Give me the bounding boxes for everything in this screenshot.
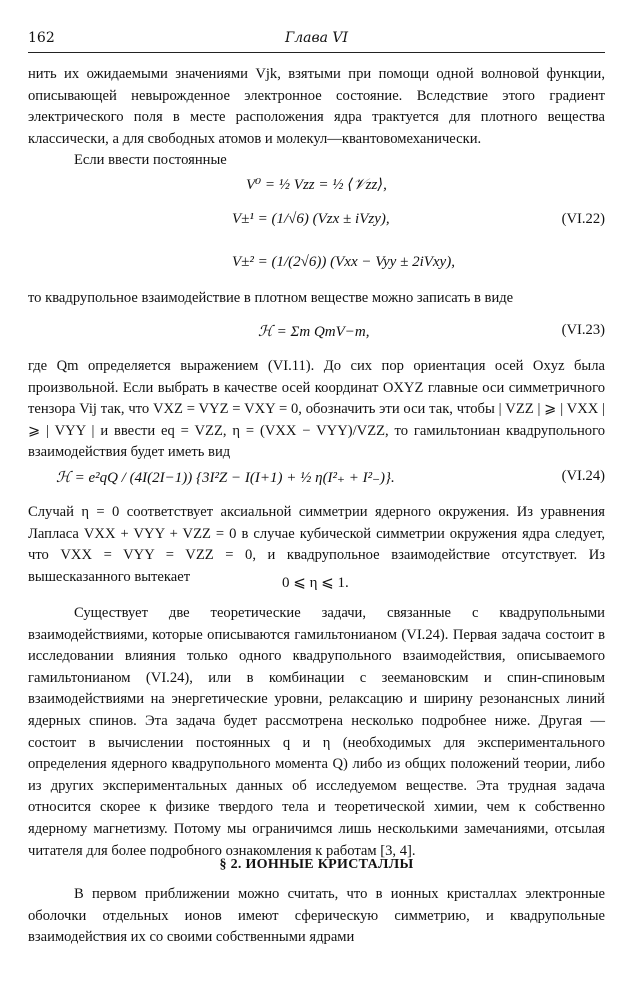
eq-22-line-2: V±¹ = (1/√6) (Vzx ± iVzy),: [232, 211, 390, 227]
eq-23-formula: ℋ = Σm QmV−m,: [258, 324, 370, 340]
eq-22-line-1: V⁰ = ½ Vzz = ½ ⟨𝒱zz⟩,: [246, 177, 387, 193]
paragraph-3: то квадрупольное взаимодействие в плотном веществе можно записать в виде: [28, 290, 514, 306]
section-title: § 2. ИОННЫЕ КРИСТАЛЛЫ: [219, 857, 414, 872]
inequality-eta: 0 ⩽ η ⩽ 1.: [282, 575, 349, 591]
eq-24-formula: ℋ = e²qQ / (4I(2I−1)) {3I²Z − I(I+1) + ½ η(I²₊ + I²₋)}.: [56, 470, 395, 486]
paragraph-1: нить их ожидаемыми значениями Vjk, взятыми при помощи одной волновой функции, описывающей невырожденное электронное состояние. Вследствие этого градиент электрического поля в месте расположения ядра трактуется для плотного вещества классически, а для свободных атомов и молекул—квантовомеханически.: [28, 66, 605, 147]
page-header: [28, 30, 605, 50]
eq-24-number: (VI.24): [561, 468, 605, 484]
paragraph-5: Случай η = 0 соответствует аксиальной симметрии ядерного окружения. Из уравнения Лапласа VXX + VYY + VZZ = 0 в случае кубической симметрии окружения ядра следует, что VXX = VYY = VZZ = 0, и квадрупольное взаимодействие отсутствует. Из вышесказанного вытекает: [28, 504, 605, 585]
paragraph-2-intro: Если ввести постоянные: [74, 152, 227, 168]
eq-22-line-3: V±² = (1/(2√6)) (Vxx − Vyy ± 2iVxy),: [232, 254, 455, 270]
page-number: 162: [28, 30, 55, 46]
eq-22-number: (VI.22): [561, 211, 605, 227]
eq-23-number: (VI.23): [561, 322, 605, 338]
paragraph-6: Существует две теоретические задачи, связанные с квадрупольными взаимодействиями, которые описываются гамильтонианом (VI.24). Первая задача состоит в исследовании влияния только одного квадрупольного взаимодействия, описываемого гамильтонианом (VI.24), или в комбинации с зеемановским и спин-спиновым взаимодействиями на энергетические уровни, релаксацию и ширину резонансных линий ядерных спинов. Эта задача будет рассмотрена несколько подробнее ниже. Другая — состоит в вычислении постоянных q и η (необходимых для экспериментального определения ядерного квадрупольного момента Q) либо из общих положений теории, либо из других экспериментальных данных об исследуемом веществе. Эта трудная задача относится скорее к физике твердого тела и теоретической химии, чем к собственно ядерному магнетизму. Потому мы ограничимся лишь несколькими замечаниями, отсылая читателя для более подробного ознакомления к работам [3, 4].: [28, 605, 605, 859]
paragraph-7: В первом приближении можно считать, что в ионных кристаллах электронные оболочки отдельных ионов имеют сферическую симметрию, и квадрупольные взаимодействия их со своими собственными ядрами: [28, 886, 605, 946]
chapter-title: Глава VI: [284, 30, 349, 46]
header-rule: [28, 52, 605, 53]
paragraph-4: где Qm определяется выражением (VI.11). До сих пор ориентация осей Oxyz была произвольной. Если выбрать в качестве осей координат OXYZ главные оси симметричного тензора Vij так, что VXZ = VYZ = VXY = 0, обозначить эти оси так, чтобы | VZZ | ⩾ | VXX | ⩾ | VYY | и ввести eq = VZZ, η = (VXX − VYY)/VZZ, то гамильтониан квадрупольного взаимодействия будет иметь вид: [28, 358, 605, 461]
